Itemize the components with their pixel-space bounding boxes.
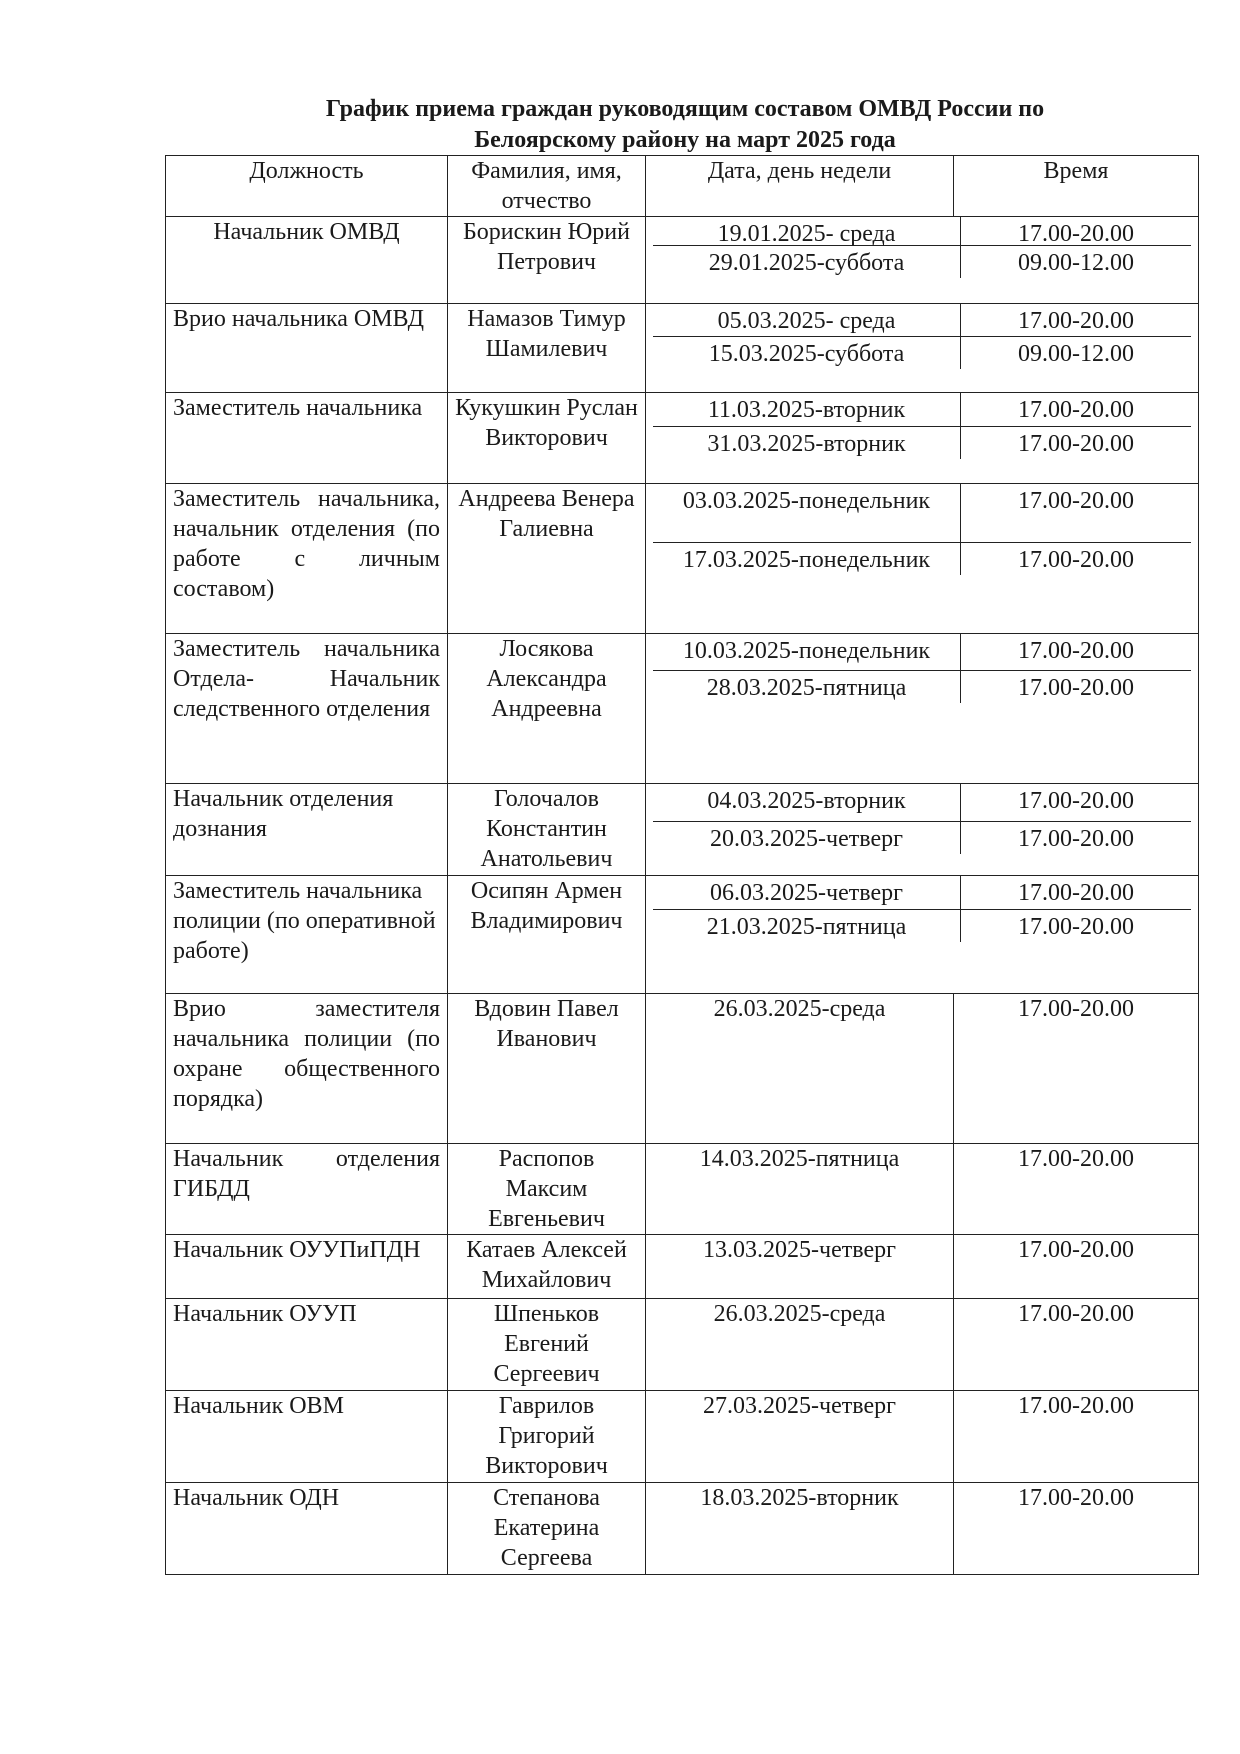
name-cell: Вдовин Павел Иванович	[448, 994, 646, 1144]
date-cell: 21.03.2025-пятница	[653, 910, 961, 942]
name-cell: Степанова Екатерина Сергеева	[448, 1483, 646, 1575]
date-cell: 03.03.2025-понедельник	[653, 484, 961, 542]
name-cell: Кукушкин Руслан Викторович	[448, 393, 646, 484]
time-cell: 17.00-20.00	[1018, 675, 1134, 701]
time-cell: 17.00-20.00	[954, 1299, 1199, 1391]
header-name: Фамилия, имя, отчество	[448, 156, 646, 217]
date-cell: 31.03.2025-вторник	[653, 427, 961, 459]
schedule-cell	[646, 304, 1199, 393]
header-position: Должность	[166, 156, 448, 217]
table-row	[166, 1391, 1199, 1483]
schedule-slot	[653, 484, 1191, 542]
name-cell: Осипян Армен Владимирович	[448, 876, 646, 994]
table-row	[166, 484, 1199, 634]
date-cell: 20.03.2025-четверг	[653, 822, 961, 854]
table-row	[166, 1235, 1199, 1299]
schedule-slot	[653, 245, 1191, 278]
name-cell: Гаврилов Григорий Викторович	[448, 1391, 646, 1483]
table-row	[166, 393, 1199, 484]
date-cell: 06.03.2025-четверг	[653, 876, 961, 909]
date-cell: 29.01.2025-суббота	[653, 246, 961, 278]
position-cell: Начальник ОМВД	[166, 217, 448, 304]
name-cell: Андреева Венера Галиевна	[448, 484, 646, 634]
date-cell: 27.03.2025-четверг	[646, 1391, 954, 1483]
time-cell: 17.00-20.00	[1018, 308, 1134, 334]
time-cell: 17.00-20.00	[954, 1144, 1199, 1235]
header-time: Время	[954, 156, 1199, 217]
table-row	[166, 634, 1199, 784]
header-date: Дата, день недели	[646, 156, 954, 217]
date-cell: 26.03.2025-среда	[646, 1299, 954, 1391]
time-cell: 09.00-12.00	[1018, 341, 1134, 367]
time-cell: 17.00-20.00	[1018, 221, 1134, 247]
position-cell: Начальник ОВМ	[166, 1391, 448, 1483]
title-line-1: График приема граждан руководящим составом ОМВД России по	[325, 96, 1045, 122]
schedule-slot	[653, 670, 1191, 703]
date-cell: 14.03.2025-пятница	[646, 1144, 954, 1235]
position-cell: Врио начальника ОМВД	[166, 304, 448, 393]
schedule-slot	[653, 784, 1191, 821]
time-cell: 17.00-20.00	[1018, 638, 1134, 664]
time-cell: 17.00-20.00	[1018, 431, 1134, 457]
date-cell: 18.03.2025-вторник	[646, 1483, 954, 1575]
table-row	[166, 217, 1199, 304]
schedule-cell	[646, 876, 1199, 994]
time-cell: 17.00-20.00	[1018, 788, 1134, 814]
name-cell: Борискин Юрий Петрович	[448, 217, 646, 304]
name-cell: Лосякова Александра Андреевна	[448, 634, 646, 784]
date-cell: 10.03.2025-понедельник	[653, 634, 961, 670]
time-cell: 17.00-20.00	[954, 1483, 1199, 1575]
table-row	[166, 304, 1199, 393]
time-cell: 17.00-20.00	[1018, 880, 1134, 906]
position-cell: Заместитель начальника полиции (по оперативной работе)	[166, 876, 448, 994]
schedule-slot	[653, 909, 1191, 942]
table-row	[166, 1144, 1199, 1235]
schedule-slot	[653, 634, 1191, 670]
position-cell: Начальник ОУУПиПДН	[166, 1235, 448, 1299]
schedule-table	[165, 155, 1199, 1575]
schedule-slot	[653, 426, 1191, 459]
document-title	[200, 94, 1170, 156]
schedule-cell	[646, 393, 1199, 484]
schedule-slot	[653, 304, 1191, 336]
schedule-cell	[646, 217, 1199, 304]
time-cell: 17.00-20.00	[1018, 397, 1134, 423]
position-cell: Начальник отделения дознания	[166, 784, 448, 876]
date-cell: 04.03.2025-вторник	[653, 784, 961, 821]
time-cell: 17.00-20.00	[954, 1235, 1199, 1299]
position-cell: Заместитель начальника Отдела- Начальник следственного отделения	[166, 634, 448, 784]
schedule-slot	[653, 821, 1191, 854]
name-cell: Шпеньков Евгений Сергеевич	[448, 1299, 646, 1391]
time-cell: 17.00-20.00	[1018, 826, 1134, 852]
name-cell: Катаев Алексей Михайлович	[448, 1235, 646, 1299]
time-cell: 09.00-12.00	[1018, 250, 1134, 276]
date-cell: 19.01.2025- среда	[653, 217, 961, 245]
schedule-slot	[653, 393, 1191, 426]
schedule-slot	[653, 542, 1191, 575]
position-cell: Начальник ОУУП	[166, 1299, 448, 1391]
table-row	[166, 994, 1199, 1144]
schedule-cell	[646, 784, 1199, 876]
date-cell: 28.03.2025-пятница	[653, 671, 961, 703]
date-cell: 17.03.2025-понедельник	[653, 543, 961, 575]
position-cell: Врио заместителя начальника полиции (по охране общественного порядка)	[166, 994, 448, 1144]
date-cell: 11.03.2025-вторник	[653, 393, 961, 426]
table-row	[166, 784, 1199, 876]
time-cell: 17.00-20.00	[954, 994, 1199, 1144]
name-cell: Намазов Тимур Шамилевич	[448, 304, 646, 393]
schedule-slot	[653, 336, 1191, 369]
position-cell: Заместитель начальника, начальник отделения (по работе с личным составом)	[166, 484, 448, 634]
position-cell: Начальник ОДН	[166, 1483, 448, 1575]
date-cell: 13.03.2025-четверг	[646, 1235, 954, 1299]
time-cell: 17.00-20.00	[1018, 547, 1134, 573]
schedule-slot	[653, 876, 1191, 909]
schedule-slot	[653, 217, 1191, 245]
position-cell: Начальник отделения ГИБДД	[166, 1144, 448, 1235]
time-cell: 17.00-20.00	[954, 1391, 1199, 1483]
header-row	[166, 156, 1199, 217]
table-row	[166, 1483, 1199, 1575]
schedule-cell	[646, 634, 1199, 784]
time-cell: 17.00-20.00	[1018, 488, 1134, 514]
table-row	[166, 1299, 1199, 1391]
schedule-cell	[646, 484, 1199, 634]
time-cell: 17.00-20.00	[1018, 914, 1134, 940]
date-cell: 05.03.2025- среда	[653, 304, 961, 336]
name-cell: Голочалов Константин Анатольевич	[448, 784, 646, 876]
date-cell: 15.03.2025-суббота	[653, 337, 961, 369]
title-line-2: Белоярскому району на март 2025 года	[474, 127, 896, 153]
name-cell: Распопов Максим Евгеньевич	[448, 1144, 646, 1235]
position-cell: Заместитель начальника	[166, 393, 448, 484]
table-row	[166, 876, 1199, 994]
date-cell: 26.03.2025-среда	[646, 994, 954, 1144]
